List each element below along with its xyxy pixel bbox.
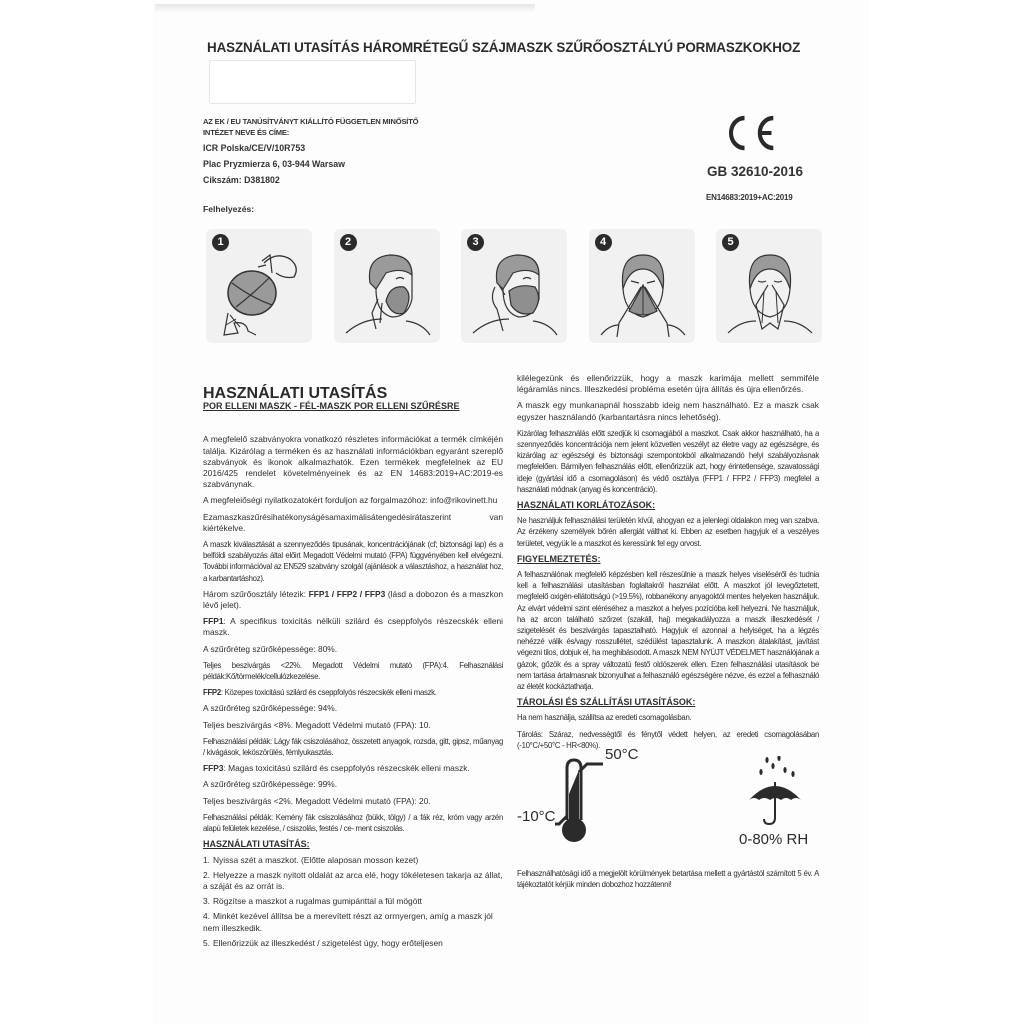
fitting-step-4 bbox=[589, 229, 695, 343]
ffp3-text: : Magas toxicitású szilárd és cseppfolyós részecskék elleni maszk. bbox=[223, 763, 470, 774]
ffp1-leakage: Teljes beszivárgás <22%. Megadott Védelmi mutató (FPA):4. Felhasználási példák:Kő/törmelék/cellulózkezelése. bbox=[203, 660, 503, 682]
usage-step-number: 3. bbox=[203, 896, 210, 907]
shelf-life-paragraph: Felhasználhatósági idő a megjelölt körülmények betartása mellett a gyártástól számított 5 év. A tájékoztatót kérjük minden dobozhoz hozzátenni! bbox=[517, 869, 819, 890]
usage-step bbox=[203, 938, 503, 949]
filter-classes-list: FFP1 / FFP2 / FFP3 bbox=[308, 588, 386, 599]
fitting-step-3 bbox=[461, 229, 567, 343]
certifier-info bbox=[203, 116, 418, 188]
filter-classes-post: (lásd a dobozon és a maszkon lévő jelet). bbox=[203, 588, 503, 611]
ffp3-leakage: Teljes beszivárgás <2%. Megadott Védelmi mutató (FPA): 20. bbox=[203, 795, 431, 806]
ffp1-text: : A specifikus toxicitás nélküli szilárd és cseppfolyós részecskék elleni maszk. bbox=[203, 616, 503, 638]
ce-mark-icon bbox=[721, 112, 777, 154]
fitting-step-1 bbox=[206, 229, 312, 343]
ffp2-label: FFP2 bbox=[203, 688, 221, 698]
step-number: 5 bbox=[722, 234, 739, 251]
check-seal-illustration-icon bbox=[724, 243, 816, 341]
item-number: Cikszám: D381802 bbox=[203, 175, 280, 185]
usage-step-number: 2. bbox=[203, 869, 210, 880]
ffp2-description bbox=[203, 687, 503, 698]
left-column bbox=[203, 385, 503, 953]
warning-text-post: használójának a gázok, gőzök és a spray változatú festő oldószerek ellen. Ezen felhasználási utasítások be nem tartása ártalmasnak bizonyulhat a felhasználó egészségére nézve, és ezzel a felhasználó az életét kockáztathatja. bbox=[517, 648, 819, 692]
step-number: 4 bbox=[595, 234, 612, 251]
ffp3-label: FFP3 bbox=[203, 763, 224, 774]
usage-step-text: Nyissa szét a maszkot. (Előtte alaposan mosson kezet) bbox=[213, 854, 419, 865]
umbrella-rain-icon bbox=[745, 756, 805, 826]
open-mask-illustration-icon bbox=[214, 243, 306, 341]
place-mask-illustration-icon bbox=[342, 243, 434, 341]
instructions-heading: HASZNÁLATI UTASÍTÁS bbox=[203, 385, 388, 402]
secure-strap-illustration-icon bbox=[469, 243, 561, 341]
min-temperature: -10°C bbox=[517, 808, 556, 826]
scan-edge-shadow bbox=[155, 4, 535, 12]
ffp1-label: FFP1 bbox=[203, 616, 224, 627]
usage-step-number: 1. bbox=[203, 854, 210, 865]
selection-paragraph: A maszk kiválasztását a szennyeződés tipusának, koncentrációjának (cf; biztonsági lap) és a belföldi szabályozás által előirt Megadott Védelmi mutató (FPA) függvényében kell elvégezni. További információval az EN529 szabvány szolgál (ajánlások a választáshoz, a használat hoz, a karbantartáshoz). bbox=[203, 540, 503, 583]
evaluation-paragraph: Ezamaszkaszűrésihatékonyságésamaximálisátengedésirátaszerint van kiértékelve. bbox=[203, 511, 503, 533]
step-number: 3 bbox=[467, 234, 484, 251]
warning-text-pre: A felhasználónak megfelelő képzésben kell részesülnie a maszk helyes viseléséről és tudnia kell a felhasználási utasításban foglaltakról használat előtt. A maszkot jól levegőztetett, megfelelő oxigén-ellátottságú (>19.5%), robbanékony anyagoktól mentes helyeken használjuk. Az elvárt védelmi szint eléréséhez a maszkot a helyes pozícióba kell helyezni. Ne használjuk, ha az arcon található szőrzet (szakáll, haj) megakadályozza a maszk illeszkedését / szigetelését és beszivárgás tapasztalható. Hagyjuk el azonnal a helyiséget, ha a légzés nehézzé válik és/vagy rosszullétet, szédülést tapasztalunk. A maszkon átalakítást, javítást végezni tilos, dobjuk el, ha meghibásodott. A maszk bbox=[517, 570, 819, 658]
standards-paragraph: A megfelelő szabványokra vonatkozó részletes információkat a termék címkéjén találja. Kizárólag a terméken és az használati információkban egyaránt szereplő szabványok és ikonok alkalmazhatók. Ezen termékek megfelelnek az EU 2016/425 rendelet követelményeinek és az EN 14683:2019+AC:2019-es szabványnak. bbox=[203, 434, 503, 490]
right-column bbox=[517, 373, 819, 896]
certifier-heading-1: AZ EK / EU TANÚSÍTVÁNYT KIÁLLÍTÓ FÜGGETLEN MINŐSÍTŐ bbox=[203, 117, 419, 126]
en-standard: EN14683:2019+AC:2019 bbox=[706, 193, 793, 202]
ffp1-filter: A szűrőréteg szűrőképessége: 80%. bbox=[203, 643, 338, 654]
usage-step-text: Minkét kezével állítsa be a merevített részt az orrnyergen, amíg a maszk jól nem illeszkedik. bbox=[203, 911, 493, 933]
ffp1-description bbox=[203, 616, 503, 638]
ffp2-examples: Felhasználási példák: Lágy fák csiszolásához, összetett anyagok, rozsda, gitt, gipsz, műanyag / kivágások, leköszörülés, fémlyukasztás. bbox=[203, 736, 503, 758]
instructions-subheading: POR ELLENI MASZK - FÉL-MASZK POR ELLENI SZŰRÉSRE bbox=[203, 401, 460, 412]
blank-label-box bbox=[209, 60, 416, 104]
usage-step bbox=[203, 855, 503, 866]
ce-mark-logo bbox=[721, 112, 777, 164]
declaration-paragraph: A megfeleiőségi nyilatkozatokért forduljon az forgalmazóhoz: info@rikovinett.hu bbox=[203, 495, 498, 506]
fitting-step-5 bbox=[716, 229, 822, 343]
storage-heading: TÁROLÁSI ÉS SZÁLLÍTÁSI UTASÍTÁSOK: bbox=[517, 697, 696, 708]
humidity-range: 0-80% RH bbox=[739, 831, 809, 849]
ffp2-filter: A szűrőréteg szűrőképessége: 94%. bbox=[203, 703, 338, 714]
usage-heading: HASZNÁLATI UTASÍTÁS: bbox=[203, 839, 310, 850]
filter-classes-pre: Három szűrőosztály létezik: bbox=[203, 588, 309, 599]
step-number: 1 bbox=[212, 234, 229, 251]
filter-classes-paragraph bbox=[203, 589, 503, 611]
seal-check-paragraph: kilélegezünk és ellenőrizzük, hogy a maszk karimája mellett semmiféle légáramlás nincs. Illeszkedési probléma esetén újra állítás és újra ellenőrzés. bbox=[517, 373, 819, 395]
warning-paragraph bbox=[517, 569, 819, 692]
usage-step bbox=[203, 911, 503, 933]
ffp2-text: : Közepes toxicitású szilárd és cseppfolyós részecskék elleni maszk. bbox=[220, 688, 437, 698]
usage-step-number: 5. bbox=[203, 937, 210, 948]
restrictions-heading: HASZNÁLATI KORLÁTOZÁSOK: bbox=[517, 500, 656, 511]
fitting-steps bbox=[206, 229, 822, 345]
warning-heading: FIGYELMEZTETÉS: bbox=[517, 553, 601, 564]
fitting-label: Felhelyezés: bbox=[203, 204, 255, 214]
ffp3-examples: Felhasználási példák: Kemény fák csiszolásához (bükk, tölgy) / a fák réz, króm vagy arzén alapú felületek kezelése, / csiszolás, festés / ce- ment csiszolás. bbox=[203, 812, 503, 834]
single-use-paragraph: A maszk egy munkanapnál hosszabb ideig nem használható. Ez a maszk csak egyszer használandó (karbantartásra nincs lehetőség). bbox=[517, 400, 819, 422]
certifier-address: Plac Pryzmierza 6, 03-944 Warsaw bbox=[203, 159, 345, 169]
thermometer-icon bbox=[555, 758, 605, 846]
ffp3-description bbox=[203, 763, 503, 774]
max-temperature: 50°C bbox=[605, 746, 639, 764]
usage-steps bbox=[203, 855, 503, 949]
usage-step-text: Helyezze a maszk nyitott oldalát az arca elé, hogy tökéletesen takarja az állat, a száját és az orrát is. bbox=[203, 869, 503, 891]
usage-conditions-paragraph: Kizárólag felhasználás előtt szedjük ki csomagjából a maszkot. Csak akkor használható, ha a szennyeződés koncentrációja nem jelent közvetlen veszélyt az életre vagy az egészségre, és kizárólag az egészségi és biztonsági szempontokból alkalmazandó helyi szabályozásnak megfelelően. Bármilyen felhasználás előtt, ellenőrizzük azt, hogy érintetlensége, szavatossági ideje (gyártási idő a csomagoláson) és védő osztálya (FFP1 / FFP2 / FFP3) megfelel a használati módnak (anyag és koncentráció). bbox=[517, 428, 819, 494]
adjust-nosepiece-illustration-icon bbox=[597, 243, 689, 341]
usage-step-text: Rögzítse a maszkot a rugalmas gumipánttal a fül mögött bbox=[213, 896, 423, 907]
ffp3-filter: A szűrőréteg szűrőképessége: 99%. bbox=[203, 779, 338, 790]
step-number: 2 bbox=[340, 234, 357, 251]
usage-step bbox=[203, 870, 503, 892]
usage-step-text: Ellenőrizzük az illeszkedést / szigetelést úgy, hogy erőteljesen bbox=[213, 937, 443, 948]
warning-emphasis: NEM NYÚJT VÉDELMET bbox=[682, 648, 766, 658]
certifier-heading-2: INTÉZET NEVE ÉS CÍME: bbox=[203, 128, 290, 137]
storage-conditions: Tárolás: Száraz, nedvességtől és fénytől védett helyen, az eredeti csomagolásában (-10°C/+50°C - HR<80%). bbox=[517, 729, 819, 750]
gb-standard: GB 32610-2016 bbox=[707, 164, 804, 179]
storage-transport: Ha nem használja, szállítsa az eredeti csomagolásban. bbox=[517, 713, 692, 723]
document-title: HASZNÁLATI UTASÍTÁS HÁROMRÉTEGŰ SZÁJMASZK SZŰRŐOSZTÁLYÚ PORMASZKOKHOZ bbox=[207, 40, 801, 55]
storage-icons bbox=[517, 746, 819, 864]
certifier-id: ICR Polska/CE/V/10R753 bbox=[203, 143, 306, 153]
fitting-step-2 bbox=[334, 229, 440, 343]
usage-step-number: 4. bbox=[203, 911, 210, 922]
ffp2-leakage: Teljes beszivárgás <8%. Megadott Védelmi mutató (FPA): 10. bbox=[203, 719, 431, 730]
restrictions-paragraph: Ne használjuk felhasználási területén kívül, ahogyan ez a jelenlegi oldalakon meg van szabva. Az érzékeny személyek bőrén allergiát válthat ki. Ebben az esetben hagyjuk el a veszélyes területet, vegyük le a maszkot és keressünk fel egy orvost. bbox=[517, 516, 819, 548]
usage-step bbox=[203, 896, 503, 907]
